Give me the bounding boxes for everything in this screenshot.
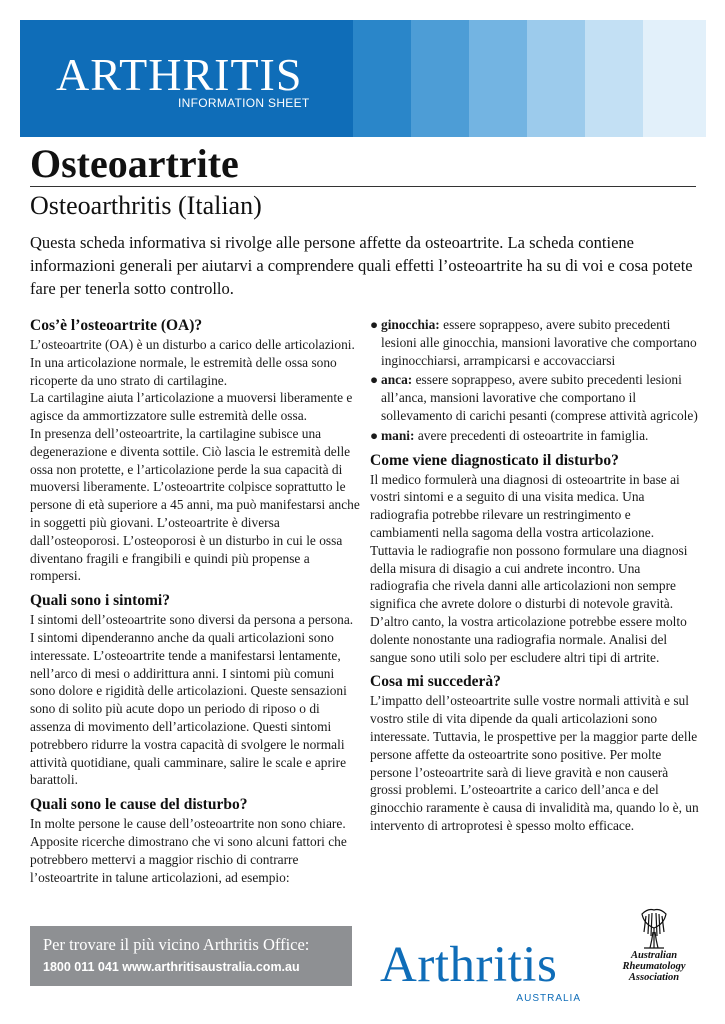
brand-subtitle: INFORMATION SHEET [178,96,310,110]
section-causes [30,795,360,886]
bullet-icon: ● [370,317,379,332]
section-outlook [370,672,700,834]
logo-wordmark: Arthritis [380,937,558,993]
risk-factor-list [370,316,700,445]
logo-subtitle: AUSTRALIA [516,993,581,1004]
page-subtitle: Osteoarthritis (Italian) [30,191,262,220]
header-stripe [469,20,527,137]
paragraph: La cartilagine aiuta l’articolazione a muoversi liberamente e agisce da ammortizzatore sulle estremità delle ossa. [30,390,353,424]
page-title: Osteoartrite [30,141,239,186]
section-heading: Cos’è l’osteoartrite (OA)? [30,317,203,334]
header-stripe [411,20,469,137]
office-contact-box [30,926,352,986]
list-item-label: anca: [381,372,413,388]
bullet-icon: ● [370,427,379,443]
right-column [370,316,700,841]
tree-icon [634,906,674,950]
list-item [370,316,700,369]
association-name-line: Rheumatology [622,961,686,972]
arthritis-australia-logo [380,937,585,1004]
section-what-is [30,316,360,585]
header-stripe [585,20,643,137]
header-brand-block [20,20,353,137]
paragraph: I sintomi dell’osteoartrite sono diversi da persona a persona. I sintomi dipenderanno anche da quali articolazioni sono interessate. L’osteoartrite tende a manifestarsi lentamente, nell’arco di mesi o addirittura anni. I sintomi più comuni sono dolore e rigidità delle articolazioni. Queste sensazioni sono di solito più acute dopo un periodo di riposo o di assenza di movimento dell’articolazione. Questi sintomi potrebbero ridurre la vostra capacità di svolgere le normali attività quotidiane, quali camminare, salire le scale e aprire barattoli. [30,612,354,788]
header-stripe [527,20,585,137]
paragraph: L’impatto dell’osteoartrite sulle vostre normali attività e sul vostro stile di vita dipende da quali articolazioni sono interessate. Tuttavia, le prospettive per la maggior parte delle persone affette da osteoartrite sono positive. Per molte persone l’osteoartrite sarà di lieve gravità e non causerà grossi problemi. L’osteoartrite a carico dell’anca e del ginocchio raramente è causa di invalidità ma, quando lo è, un intervento di artroprotesi è spesso molto efficace. [370,693,699,833]
contact-details[interactable]: 1800 011 041 www.arthritisaustralia.com.au [43,960,300,974]
section-heading: Come viene diagnosticato il disturbo? [370,451,619,469]
intro-paragraph: Questa scheda informativa si rivolge alle persone affette da osteoartrite. La scheda contiene informazioni generali per aiutarvi a comprendere quali effetti l’osteoartrite ha su di voi e cosa potete fare per tenerla sotto controllo. [30,233,693,298]
left-column [30,316,360,892]
section-symptoms [30,591,360,789]
bullet-icon: ● [370,372,379,388]
paragraph: Il medico formulerà una diagnosi di osteoartrite in base ai vostri sintomi e a seguito di una visita medica. Una radiografia potrebbe rilevare un restringimento e cambiamenti nella sagoma della vostra articolazione. Tuttavia le radiografie non possono formulare una diagnosi della misura di disagio a cui andrete incontro. Una radiografia che rivela danni alle articolazioni non sempre significa che avrete dolore o disturbi di notevole gravità. D’altro canto, la vostra articolazione potrebbe essere molto dolente nonostante una radiografia normale. Analisi del sangue sono utili solo per escludere altri tipi di artrite. [370,471,688,665]
header-stripe [643,20,706,137]
section-diagnosis [370,451,700,667]
list-item [370,371,700,424]
header-banner [20,20,706,137]
paragraph: L’osteoartrite (OA) è un disturbo a carico delle articolazioni. In una articolazione normale, le estremità delle ossa sono ricoperte da uno strato di cartilagine. [30,337,355,388]
rheumatology-association-logo [606,906,702,994]
paragraph: In presenza dell’osteoartrite, la cartilagine subisce una degenerazione e diventa sottile. Ciò lascia le estremità delle ossa non protette, e l’articolazione perde la sua capacità di muoversi liberamente. L’osteoartrite colpisce soprattutto le persone di età superiore a 45 anni, ma può manifestarsi anche in soggetti più giovani. L’osteoartrite è diversa dall’osteoporosi. L’osteoporosi è un disturbo in cui le ossa diventano fragili e frangibili e quindi più propense a rompersi. [30,425,360,584]
list-item [370,427,700,445]
section-heading: Quali sono le cause del disturbo? [30,796,248,814]
section-heading: Quali sono i sintomi? [30,592,170,610]
list-item-text: avere precedenti di osteoartrite in famiglia. [417,427,649,443]
association-name-line: Association [628,972,680,983]
association-name-line: Australian [630,950,678,961]
section-heading: Cosa mi succederà? [370,673,501,691]
header-stripe [353,20,411,137]
list-item-label: ginocchia: [381,317,440,332]
paragraph: In molte persone le cause dell’osteoartrite non sono chiare. Apposite ricerche dimostrano che vi sono alcuni fattori che potrebbero mettervi a maggior rischio di contrarre l’osteoartrite in talune articolazioni, ad esempio: [30,816,347,885]
office-label: Per trovare il più vicino Arthritis Office: [43,935,310,954]
brand-title: ARTHRITIS [56,49,303,100]
title-divider [30,186,696,187]
list-item-text: essere soprappeso, avere subito precedenti lesioni alle ginocchia, mansioni lavorative che comportano inginocchiarsi, arrampicarsi e accovacciarsi [381,317,697,368]
list-item-text: essere soprappeso, avere subito precedenti lesioni all’anca, mansioni lavorative che comportano il sollevamento di carichi pesanti (comprese attività agricole) [381,372,698,423]
list-item-label: mani: [381,427,415,443]
